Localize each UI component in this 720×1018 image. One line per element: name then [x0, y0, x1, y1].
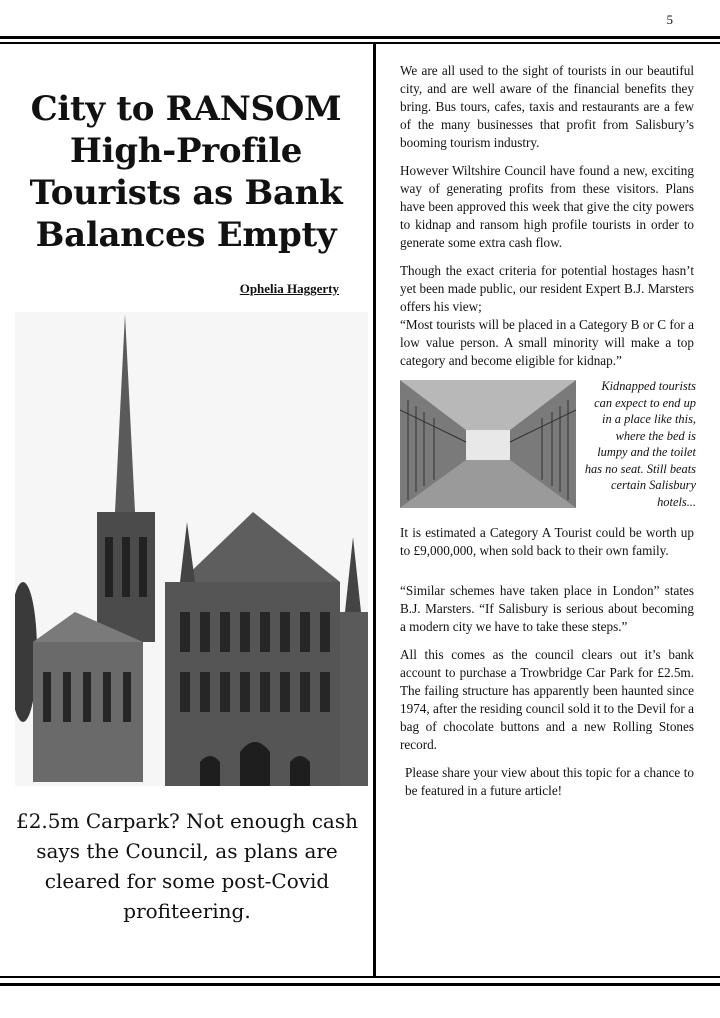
bottom-rule-thin — [0, 976, 720, 978]
column-divider — [373, 44, 376, 976]
headline: City to RANSOM High-Profile Tourists as Bank Balances Empty — [29, 89, 343, 255]
paragraph-3: Though the exact criteria for potential hostages hasn’t yet been made public, our resident Expert B.J. Marsters offers his view; — [400, 263, 694, 314]
photo-caption: Kidnapped tourists can expect to end up in a place like this, where the bed is lumpy and the toilet has no seat. Still beats certain Salisbury hotels... — [584, 379, 696, 509]
prison-figure — [400, 380, 694, 512]
paragraph-1: We are all used to the sight of tourists in our beautiful city, and are well aware of the financial benefits they bring. Bus tours, cafes, taxis and restaurants are a few of the many businesses that profit from Salisbury’s booming tourism industry. — [400, 63, 694, 150]
page-number: 5 — [666, 12, 673, 27]
article-body — [400, 62, 694, 810]
paragraph-4: “Most tourists will be placed in a Category B or C for a low value person. A small minority will make a top category and become eligible for kidnap.” — [400, 317, 694, 368]
closing-note: Please share your view about this topic for a chance to be featured in a future article! — [405, 765, 694, 798]
byline: Ophelia Haggerty — [239, 281, 339, 296]
paragraph-6: “Similar schemes have taken place in London” states B.J. Marsters. “If Salisbury is serious about becoming a modern city we have to take these steps.” — [400, 583, 694, 634]
bottom-rule — [0, 983, 720, 986]
subheadline: £2.5m Carpark? Not enough cash says the Council, as plans are cleared for some post-Covid profiteering. — [15, 809, 358, 923]
left-column — [0, 44, 373, 976]
paragraph-2: However Wiltshire Council have found a new, exciting way of generating profits from these visitors. Plans have been approved this week that give the city powers to kidnap and ransom high profile tourists in order to generate some extra cash flow. — [400, 163, 694, 250]
prison-corridor-photo — [400, 380, 576, 508]
paragraph-7: All this comes as the council clears out it’s bank account to purchase a Trowbridge Car Park for £2.5m. The failing structure has apparently been haunted since 1974, after the residing council sold it to the Devil for a bag of chocolate buttons and a new Rolling Stones record. — [400, 647, 694, 752]
cathedral-photo — [15, 312, 368, 786]
paragraph-5: It is estimated a Category A Tourist could be worth up to £9,000,000, when sold back to their own family. — [400, 525, 694, 558]
top-rule — [0, 36, 720, 39]
